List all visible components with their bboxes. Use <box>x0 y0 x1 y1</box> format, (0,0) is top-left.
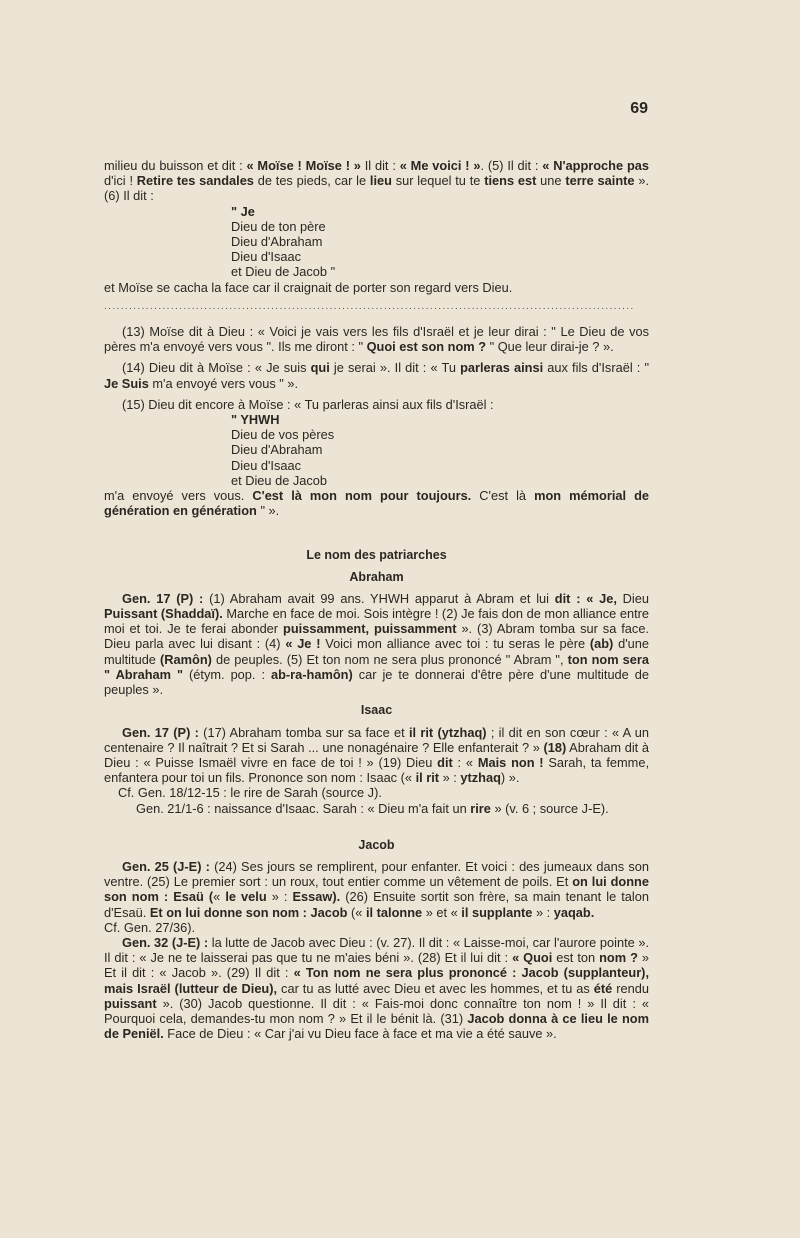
bold-phrase: nom ? <box>599 950 638 966</box>
bold-phrase: il rit (ytzhaq) <box>408 724 487 740</box>
verse-line: Dieu de vos pères <box>231 427 335 443</box>
bold-phrase: parleras ainsi <box>460 360 544 376</box>
jacob-crossref: Cf. Gen. 27/36). <box>104 919 196 935</box>
verse-line: et Dieu de Jacob <box>231 472 328 488</box>
bold-phrase: ab-ra-hamôn) <box>270 666 353 682</box>
verse-line: et Dieu de Jacob " <box>231 264 336 280</box>
verse-line: Dieu d'Abraham <box>231 442 323 458</box>
bold-phrase: Puissant (Shaddaï). <box>104 606 223 622</box>
heading-abraham: Abraham <box>349 569 404 584</box>
bold-phrase: dit <box>437 754 453 770</box>
bold-phrase: Gen. 32 (J-E) : <box>122 934 209 950</box>
exodus-paragraph-2: et Moïse se cacha la face car il craignait de porter son regard vers Dieu. <box>104 279 513 295</box>
bold-phrase: « Quoi <box>512 950 553 966</box>
bold-phrase: Retire tes sandales <box>136 173 254 189</box>
verse-line: " YHWH <box>231 412 280 428</box>
section-title: Le nom des patriarches <box>306 548 447 563</box>
bold-phrase: (Ramôn) <box>160 651 212 667</box>
bold-phrase: été <box>593 980 613 996</box>
bold-phrase: tiens est <box>484 173 537 189</box>
bold-phrase: il rit <box>415 770 440 786</box>
bold-phrase: Gen. 17 (P) : <box>122 590 204 606</box>
bold-phrase: il talonne <box>365 904 423 920</box>
bold-phrase: Gen. 25 (J-E) : <box>122 858 210 874</box>
bold-phrase: puissamment, puissamment <box>283 621 457 637</box>
divine-name-verse-1 <box>231 204 649 280</box>
bold-phrase: Je Suis <box>104 375 149 391</box>
page-body <box>104 158 649 1041</box>
bold-phrase: on lui donne son nom : Esaü ( <box>104 874 649 905</box>
bold-phrase: ytzhaq <box>460 770 501 786</box>
bold-phrase: Gen. 17 (P) : <box>122 724 199 740</box>
exodus-paragraph-conclusion: m'a envoyé vers vous. C'est là mon nom pour toujours. C'est là mon mémorial de génération en génération " ». <box>104 488 650 519</box>
page-number: 69 <box>630 100 648 117</box>
exodus-paragraph-14: (14) Dieu dit à Moïse : « Je suis qui je serai ». Il dit : « Tu parleras ainsi aux fils d'Israël : " Je Suis m'a envoyé vers vous " ». <box>104 360 650 391</box>
bold-phrase: lieu <box>369 173 392 189</box>
isaac-paragraph: Gen. 17 (P) : (17) Abraham tomba sur sa face et il rit (ytzhaq) ; il dit en son cœur : « A un centenaire ? Il naîtrait ? Et si Sarah ... une nonagénaire ? Elle enfanterait ? » (18) Abraham dit à Dieu : « Puisse Ismaël vivre en face de toi ! » (19) Dieu dit : « Mais non ! Sarah, ta femme, enfantera pour toi un fils. Prononce son nom : Isaac (« il rit » : ytzhaq) ». <box>104 724 650 786</box>
bold-phrase: Jacob donna à ce lieu le nom de Peniël. <box>104 1010 649 1042</box>
bold-phrase: ton nom sera " Abraham " <box>104 651 649 682</box>
bold-phrase: « Je ! <box>285 636 321 652</box>
bold-phrase: qui <box>310 360 330 376</box>
bold-phrase: C'est là mon nom pour toujours. <box>252 488 472 504</box>
jacob-paragraph-1: Gen. 25 (J-E) : (24) Ses jours se remplirent, pour enfanter. Et voici : des jumeaux dans son ventre. (25) Le premier sort : un roux, tout entier comme un vêtement de poils. Et on lui donne son nom : Esaü (« le velu » : Essaw). (26) Ensuite sortit son frère, sa main tenant le talon d'Esaü. Et on lui donne son nom : Jacob (« il talonne » et « il supplante » : yaqab. <box>104 858 649 920</box>
bold-phrase: Mais non ! <box>477 754 544 770</box>
bold-phrase: « Ton nom ne sera plus prononcé : Jacob (supplanteur), mais Israël (lutteur de Dieu), <box>104 965 649 996</box>
bold-phrase: le velu <box>225 889 267 905</box>
bold-phrase: « N'approche pas <box>542 158 649 173</box>
exodus-paragraph-13: (13) Moïse dit à Dieu : « Voici je vais vers les fils d'Israël et je leur dirai : " Le Dieu de vos pères m'a envoyé vers vous ". Ils me diront : " Quoi est son nom ? " Que leur dirai-je ? ». <box>104 324 649 355</box>
divine-name-verse-2 <box>231 412 649 488</box>
verse-line: " Je <box>231 203 255 219</box>
ellipsis-separator: ............................................................................................................................... <box>104 300 635 312</box>
verse-line: Dieu d'Isaac <box>231 457 302 473</box>
exodus-paragraph-15: (15) Dieu dit encore à Moïse : « Tu parleras ainsi aux fils d'Israël : <box>122 396 494 412</box>
jacob-paragraph-2: Gen. 32 (J-E) : la lutte de Jacob avec Dieu : (v. 27). Il dit : « Laisse-moi, car l'aurore pointe ». Il dit : « Je ne te laisserai pas que tu ne m'aies béni ». (28) Et il lui dit : « Quoi est ton nom ? » Et il dit : « Jacob ». (29) Il dit : « Ton nom ne sera plus prononcé : Jacob (supplanteur), mais Israël (lutteur de Dieu), car tu as lutté avec Dieu et avec les hommes, et tu as été rendu puissant ». (30) Jacob questionne. Il dit : « Fais-moi donc connaître ton nom ! » Il dit : « Pourquoi cela, demandes-tu mon nom ? » Et il le bénit là. (31) Jacob donna à ce lieu le nom de Peniël. Face de Dieu : « Car j'ai vu Dieu face à face et ma vie a été sauve ». <box>104 934 650 1042</box>
bold-phrase: Essaw). <box>292 889 341 905</box>
bold-phrase: terre sainte <box>565 173 635 189</box>
bold-phrase: « Moïse ! Moïse ! » <box>246 158 361 173</box>
bold-phrase: mon mémorial de génération en génération <box>104 488 650 519</box>
bold-phrase: yaqab. <box>553 904 595 920</box>
abraham-paragraph: Gen. 17 (P) : (1) Abraham avait 99 ans. YHWH apparut à Abram et lui dit : « Je, Dieu Puissant (Shaddaï). Marche en face de moi. Sois intègre ! (2) Je fais don de mon alliance entre moi et toi. Je te ferai abonder puissamment, puissamment ». (3) Abram tomba sur sa face. Dieu parla avec lui disant : (4) « Je ! Voici mon alliance avec toi : tu seras le père (ab) d'une multitude (Ramôn) de peuples. (5) Et ton nom ne sera plus prononcé " Abram ", ton nom sera " Abraham " (étym. pop. : ab-ra-hamôn) car je te donnerai d'être père d'une multitude de peuples ». <box>104 590 650 698</box>
isaac-crossref-2: Gen. 21/1-6 : naissance d'Isaac. Sarah : « Dieu m'a fait un rire » (v. 6 ; source J-E). <box>136 800 609 816</box>
verse-line: Dieu d'Isaac <box>231 249 302 265</box>
bold-phrase: Et on lui donne son nom : Jacob <box>149 904 348 920</box>
isaac-crossref-1: Cf. Gen. 18/12-15 : le rire de Sarah (source J). <box>118 785 382 801</box>
bold-phrase: il supplante <box>461 904 533 920</box>
verse-line: Dieu d'Abraham <box>231 234 323 250</box>
bold-phrase: « Me voici ! » <box>399 158 481 173</box>
bold-phrase: dit : « Je, <box>554 590 617 606</box>
bold-phrase: Quoi est son nom ? <box>366 339 487 355</box>
verse-line: Dieu de ton père <box>231 218 326 234</box>
bold-phrase: (ab) <box>589 636 614 652</box>
bold-phrase: rire <box>470 800 491 816</box>
heading-isaac: Isaac <box>360 703 393 718</box>
exodus-paragraph-1: milieu du buisson et dit : « Moïse ! Moïse ! » Il dit : « Me voici ! ». (5) Il dit : « N'approche pas d'ici ! Retire tes sandales de tes pieds, car le lieu sur lequel tu te tiens est une terre sainte ». (6) Il dit : <box>104 158 650 204</box>
bold-phrase: (18) <box>543 739 567 755</box>
heading-jacob: Jacob <box>358 837 395 852</box>
bold-phrase: puissant <box>104 995 157 1011</box>
